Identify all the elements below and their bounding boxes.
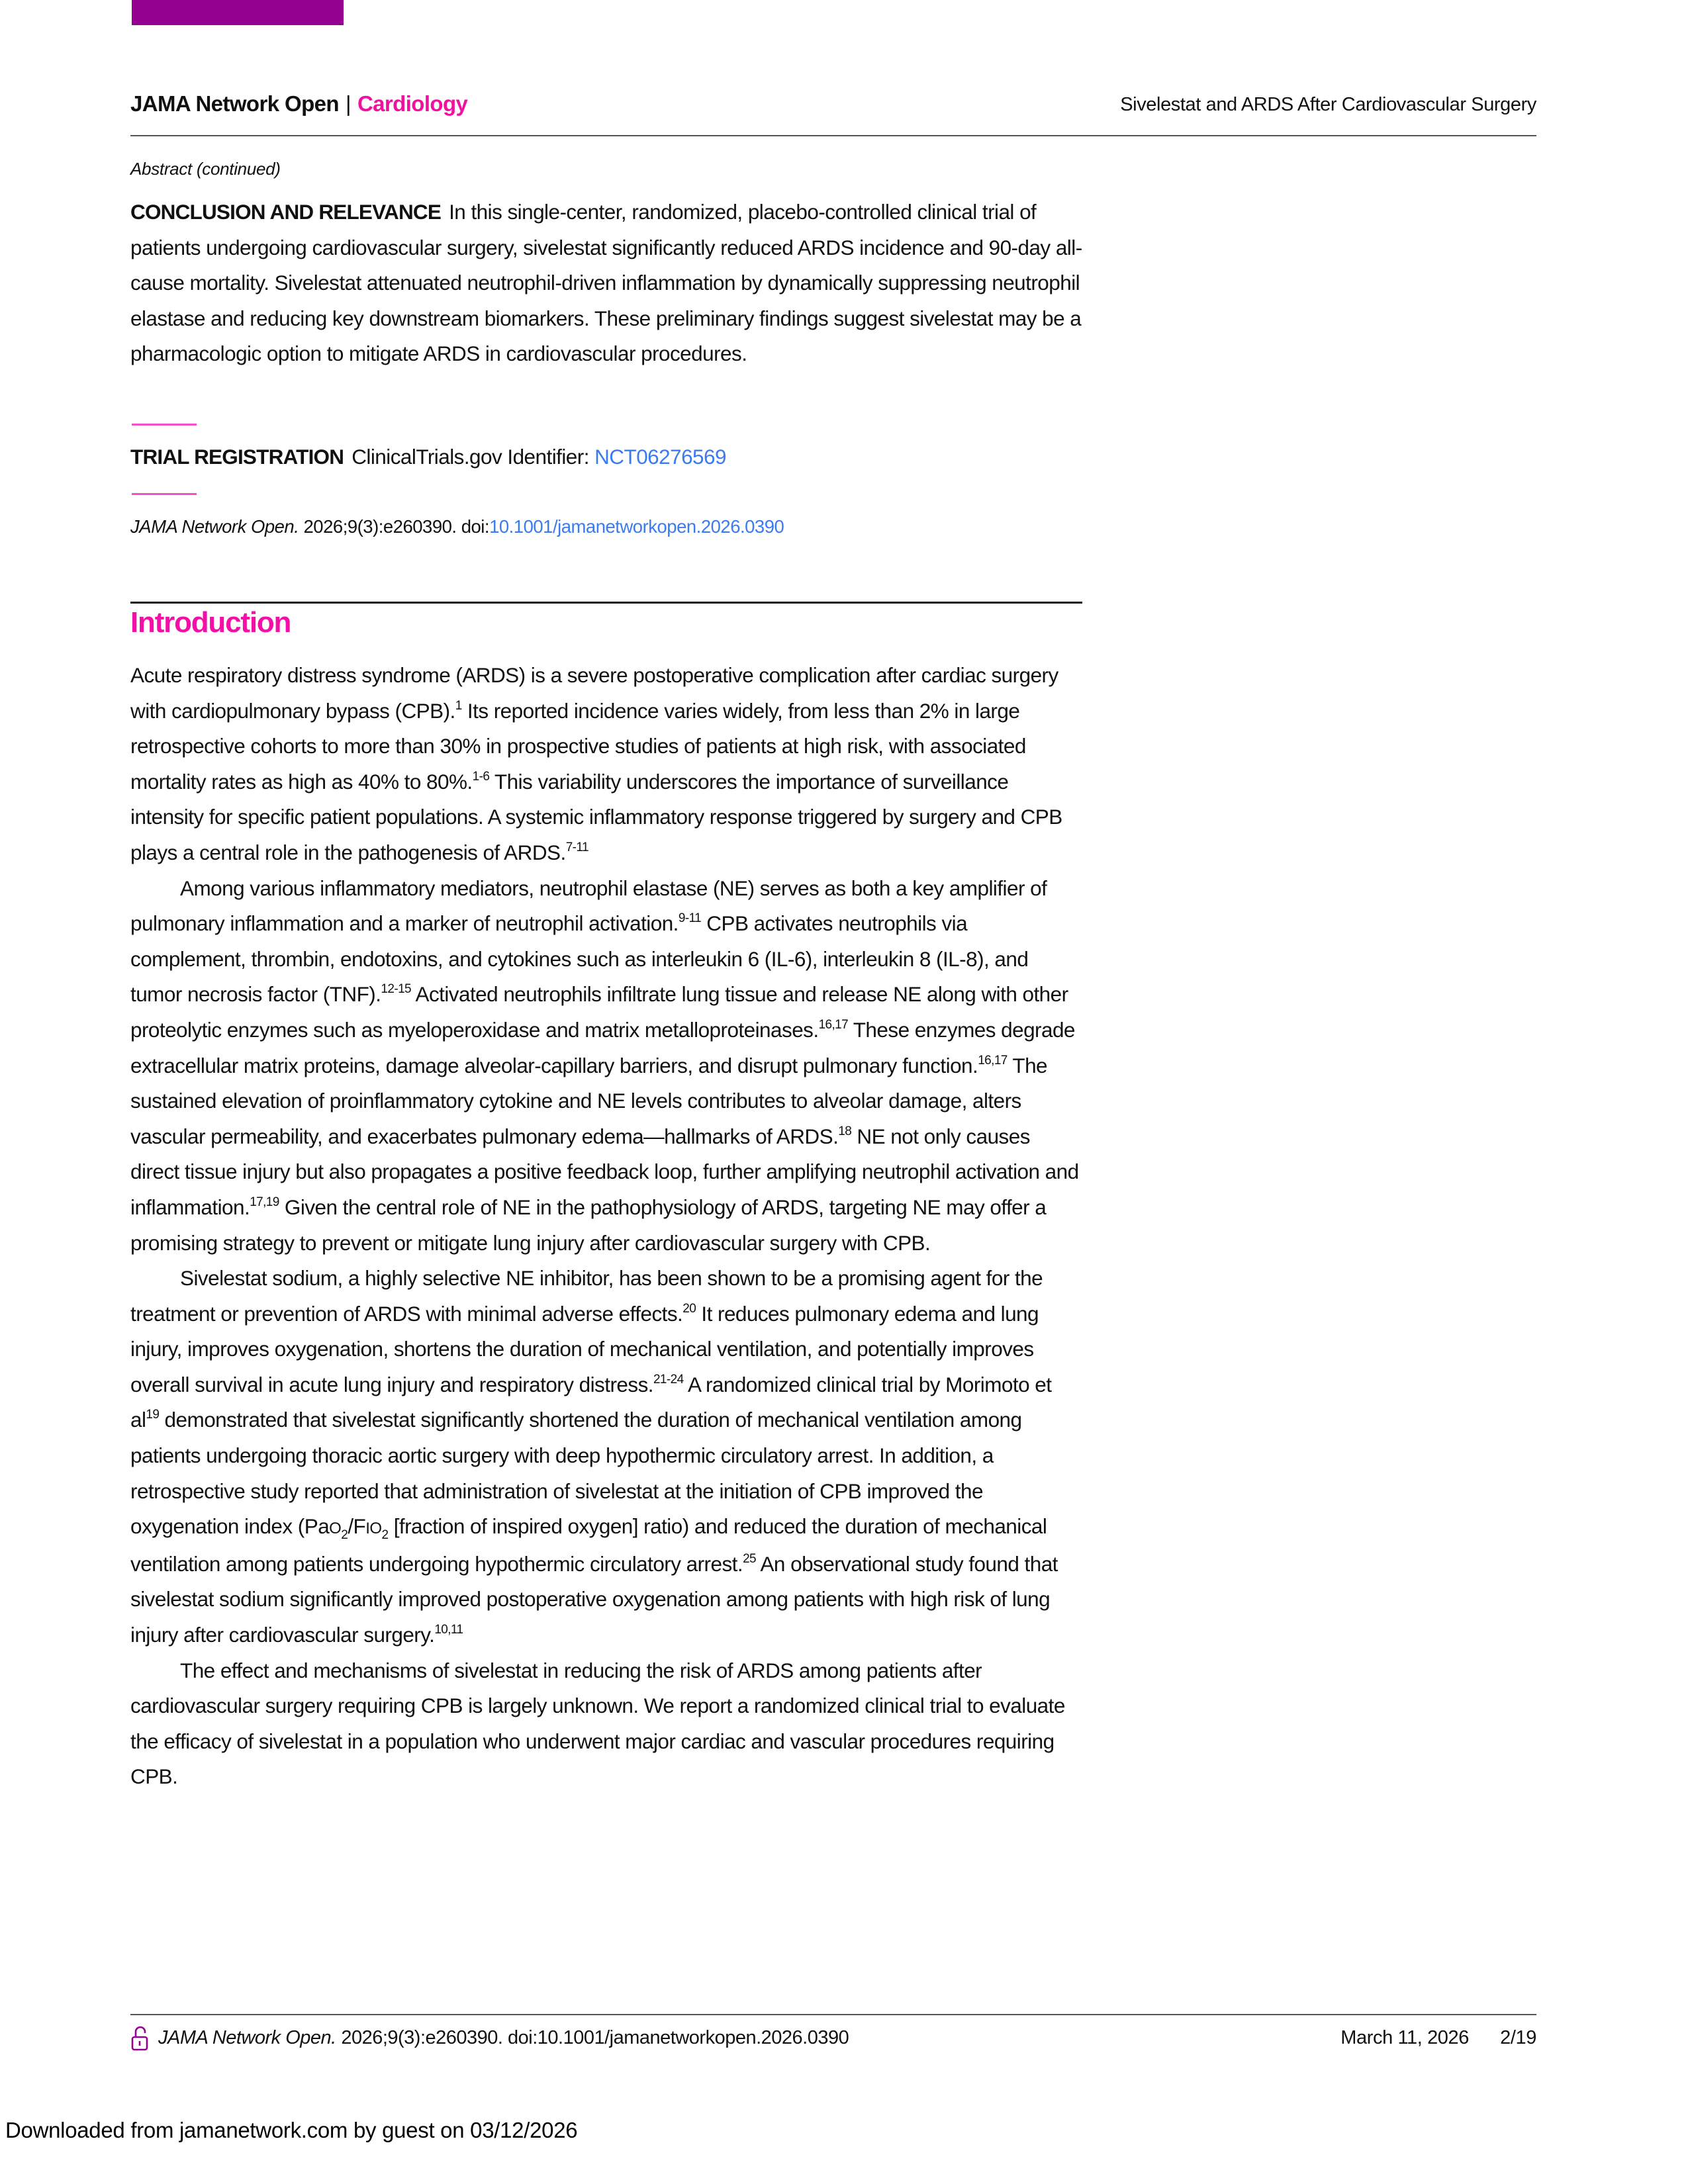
text-span: Given the central role of NE in the pathophysiology of ARDS, targeting NE may offer a promising strategy to prevent or mitigate lung injury after cardiovascular surgery with CPB. — [130, 1195, 1047, 1255]
doi-link[interactable]: 10.1001/jamanetworkopen.2026.0390 — [489, 516, 784, 537]
footer-divider — [130, 2014, 1536, 2015]
abstract-conclusion — [130, 195, 1084, 372]
subscript: 2 — [341, 1528, 348, 1543]
reference-superscript[interactable]: 1 — [455, 698, 462, 713]
paragraph: The effect and mechanisms of sivelestat in reducing the risk of ARDS among patients after cardiovascular surgery requiring CPB is largely unknown. We report a randomized clinical trial to evaluate the efficacy of sivelestat in a population who underwent major cardiac and vascular procedures requiring CPB. — [130, 1658, 1065, 1789]
journal-color-bar — [132, 0, 344, 25]
text-span: Its reported incidence varies widely, from less than 2% in large retrospective cohorts to more than 30% in prospective studies of patients at high risk, with associated mortality rates as high as 40% to 80%. — [130, 698, 1026, 794]
text-span: Sivelestat sodium, a highly selective NE inhibitor, has been shown to be a promising agent for the treatment or prevention of ARDS with minimal adverse effects. — [130, 1266, 1043, 1326]
open-access-lock-icon — [130, 2025, 150, 2052]
reference-superscript[interactable]: 17,19 — [250, 1195, 279, 1209]
section-divider — [132, 493, 197, 495]
text-span: This variability underscores the importance of surveillance intensity for specific patient populations. A systemic inflammatory response triggered by surgery and CPB plays a central role in the pathogenesis of ARDS. — [130, 769, 1062, 864]
text-span: Among various inflammatory mediators, neutrophil elastase (NE) serves as both a key amplifier of pulmonary inflammation and a marker of neutrophil activation. — [130, 876, 1047, 936]
text-span: These enzymes degrade extracellular matrix proteins, damage alveolar-capillary barriers, and disrupt pulmonary function. — [130, 1017, 1075, 1077]
article-citation — [130, 516, 1084, 537]
text-span: Acute respiratory distress syndrome (ARDS) is a severe postoperative complication after cardiac surgery with cardiopulmonary bypass (CPB). — [130, 663, 1058, 723]
reference-superscript[interactable]: 10,11 — [434, 1623, 463, 1637]
citation-journal: JAMA Network Open. — [130, 516, 299, 537]
reference-superscript[interactable]: 12-15 — [381, 982, 412, 997]
text-span: An observational study found that sivelestat sodium significantly improved postoperative oxygenation among patients with high risk of lung injury after cardiovascular surgery. — [130, 1551, 1058, 1647]
footer-ref: 2026;9(3):e260390. doi:10.1001/jamanetworkopen.2026.0390 — [341, 2027, 849, 2048]
header-divider — [130, 135, 1536, 136]
section-divider — [132, 424, 197, 426]
subscript: 2 — [381, 1528, 389, 1543]
reference-superscript[interactable]: 21-24 — [653, 1372, 684, 1387]
page-header — [130, 91, 1536, 124]
reference-superscript[interactable]: 7-11 — [565, 840, 588, 854]
download-notice: Downloaded from jamanetwork.com by guest on 03/12/2026 — [5, 2118, 578, 2142]
text-span: /F — [348, 1514, 366, 1539]
reference-superscript[interactable]: 18 — [838, 1124, 852, 1138]
abstract-continued-label: Abstract (continued) — [130, 159, 281, 179]
text-span: CPB activates neutrophils via complement, thrombin, endotoxins, and cytokines such as interleukin 6 (IL-6), interleukin 8 (IL-8), and tumor necrosis factor (TNF). — [130, 911, 1029, 1007]
text-span: Activated neutrophils infiltrate lung tissue and release NE along with other proteolytic enzymes such as myeloperoxidase and matrix metalloproteinases. — [130, 982, 1068, 1042]
trial-label: TRIAL REGISTRATION — [130, 445, 344, 469]
page-footer — [130, 2025, 1536, 2054]
page-number: 2/19 — [1500, 2027, 1536, 2048]
small-caps-text: IO — [365, 1520, 382, 1538]
text-span: Pa — [304, 1514, 330, 1539]
text-span: The sustained elevation of proinflammatory cytokine and NE levels contributes to alveolar damage, alters vascular permeability, and exacerbates pulmonary edema—hallmarks of ARDS. — [130, 1053, 1048, 1148]
footer-journal: JAMA Network Open. — [158, 2027, 336, 2048]
text-span: It reduces pulmonary edema and lung injury, improves oxygenation, shortens the duration of mechanical ventilation, and potentially improves overall survival in acute lung injury and respiratory distress. — [130, 1301, 1039, 1396]
text-span: demonstrated that sivelestat significantly shortened the duration of mechanical ventilation among patients undergoing thoracic aortic surgery with deep hypothermic circulatory arrest. In addition, a retrospective study reported that administration of sivelestat at the initiation of CPB improved the oxygenation index ( — [130, 1408, 1022, 1539]
citation-ref: 2026;9(3):e260390. doi: — [303, 516, 490, 537]
trial-id-link[interactable]: NCT06276569 — [594, 445, 726, 469]
text-span: NE not only causes direct tissue injury but also propagates a positive feedback loop, further amplifying neutrophil activation and inflammation. — [130, 1124, 1079, 1219]
introduction-body — [130, 658, 1084, 1795]
paragraph — [130, 658, 1084, 871]
publication-date: March 11, 2026 — [1340, 2027, 1469, 2048]
journal-name: JAMA Network Open — [130, 91, 339, 116]
trial-registration — [130, 439, 1084, 475]
reference-superscript[interactable]: 25 — [743, 1551, 756, 1566]
reference-superscript[interactable]: 19 — [146, 1408, 160, 1422]
running-title: Sivelestat and ARDS After Cardiovascular Surgery — [1120, 94, 1536, 115]
conclusion-label: CONCLUSION AND RELEVANCE — [130, 200, 442, 224]
reference-superscript[interactable]: 1-6 — [472, 769, 490, 784]
reference-superscript[interactable]: 16,17 — [978, 1053, 1008, 1068]
journal-section-label — [130, 91, 467, 116]
section-name: Cardiology — [357, 91, 468, 116]
conclusion-text: In this single-center, randomized, placebo-controlled clinical trial of patients undergoing cardiovascular surgery, sivelestat significantly reduced ARDS incidence and 90-day all-cause mortality. Sivelestat attenuated neutrophil-driven inflammation by dynamically suppressing neutrophil elastase and reducing key downstream biomarkers. These preliminary findings suggest sivelestat may be a pharmacologic option to mitigate ARDS in cardiovascular procedures. — [130, 200, 1082, 366]
footer-citation — [158, 2027, 849, 2049]
reference-superscript[interactable]: 9-11 — [678, 911, 702, 926]
text-span: A randomized clinical trial by Morimoto et al — [130, 1372, 1052, 1432]
header-separator: | — [345, 91, 351, 116]
paragraph — [130, 1261, 1084, 1653]
trial-text: ClinicalTrials.gov Identifier: — [352, 445, 589, 469]
small-caps-text: O — [329, 1520, 342, 1538]
introduction-heading: Introduction — [130, 606, 291, 639]
text-span: [fraction of inspired oxygen] ratio) and reduced the duration of mechanical ventilation among patients undergoing hypothermic circulatory arrest. — [130, 1514, 1047, 1576]
reference-superscript[interactable]: 16,17 — [818, 1017, 849, 1032]
reference-superscript[interactable]: 20 — [682, 1301, 696, 1316]
paragraph — [130, 871, 1084, 1261]
